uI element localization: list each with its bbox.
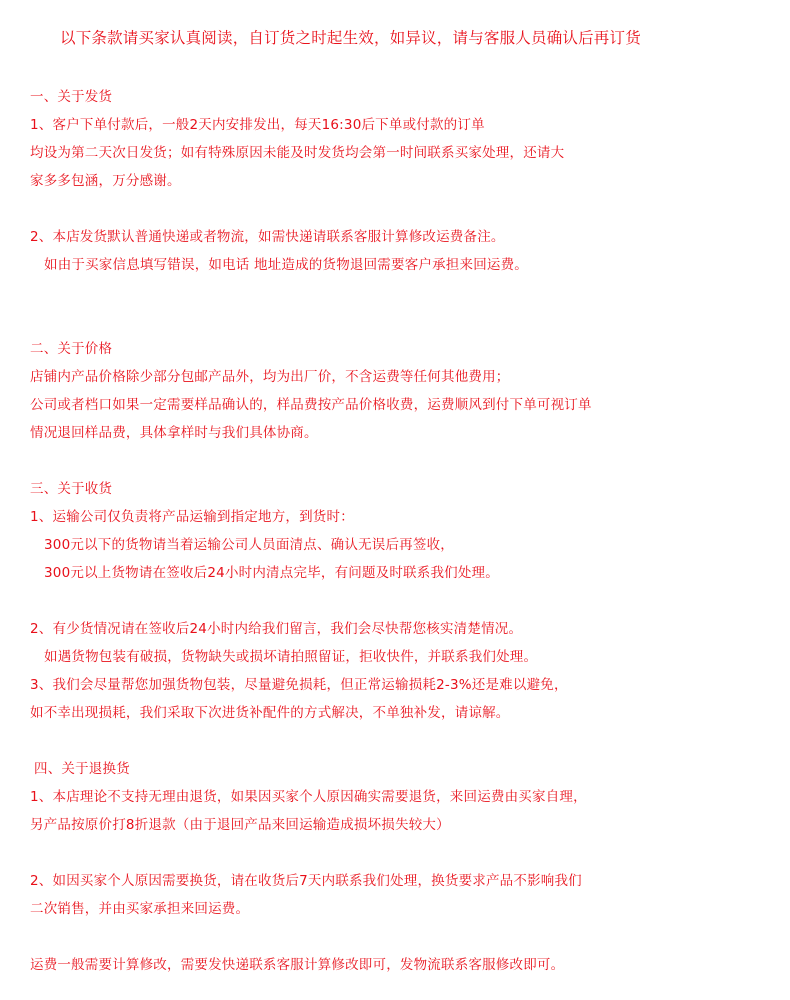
shipping-line: 家多多包涵，万分感谢。 [30,173,181,189]
receiving-line: 1、运输公司仅负责将产品运输到指定地方，到货时： [30,509,354,525]
returns-line: 另产品按原价打8折退款（由于退回产品来回运输造成损坏损失较大） [30,817,450,833]
section-heading-receiving: 三、关于收货 [30,481,113,497]
receiving-line: 3、我们会尽量帮您加强货物包装，尽量避免损耗，但正常运输损耗2-3%还是难以避免， [30,677,568,693]
receiving-line: 如不幸出现损耗，我们采取下次进货补配件的方式解决，不单独补发，请谅解。 [30,705,510,721]
receiving-line: 300元以下的货物请当着运输公司人员面清点、确认无误后再签收， [44,537,454,553]
section-heading-shipping: 一、关于发货 [30,89,113,105]
shipping-line: 如由于买家信息填写错误，如电话 地址造成的货物退回需要客户承担来回运费。 [44,257,528,273]
receiving-line: 2、有少货情况请在签收后24小时内给我们留言，我们会尽快帮您核实清楚情况。 [30,621,523,637]
shipping-line: 1、客户下单付款后，一般2天内安排发出，每天16:30后下单或付款的订单 [30,117,485,133]
receiving-line: 300元以上货物请在签收后24小时内清点完毕，有问题及时联系我们处理。 [44,565,499,581]
returns-line: 1、本店理论不支持无理由退货，如果因买家个人原因确实需要退货，来回运费由买家自理， [30,789,587,805]
price-line: 店铺内产品价格除少部分包邮产品外，均为出厂价，不含运费等任何其他费用； [30,369,510,385]
price-line: 情况退回样品费，具体拿样时与我们具体协商。 [30,425,318,441]
price-line: 公司或者档口如果一定需要样品确认的，样品费按产品价格收费，运费顺风到付下单可视订单 [30,397,592,413]
section-heading-returns: 四、关于退换货 [34,761,130,777]
receiving-line: 如遇货物包装有破损，货物缺失或损坏请拍照留证，拒收快件，并联系我们处理。 [44,649,538,665]
section-heading-price: 二、关于价格 [30,341,113,357]
footer-note: 运费一般需要计算修改，需要发快递联系客服计算修改即可，发物流联系客服修改即可。 [30,957,565,973]
returns-line: 二次销售，并由买家承担来回运费。 [30,901,250,917]
returns-line: 2、如因买家个人原因需要换货，请在收货后7天内联系我们处理，换货要求产品不影响我们 [30,873,582,889]
shipping-line: 均设为第二天次日发货；如有特殊原因未能及时发货均会第一时间联系买家处理，还请大 [30,145,565,161]
shipping-line: 2、本店发货默认普通快递或者物流，如需快递请联系客服计算修改运费备注。 [30,229,505,245]
page-title: 以下条款请买家认真阅读，自订货之时起生效，如异议，请与客服人员确认后再订货 [60,29,641,47]
